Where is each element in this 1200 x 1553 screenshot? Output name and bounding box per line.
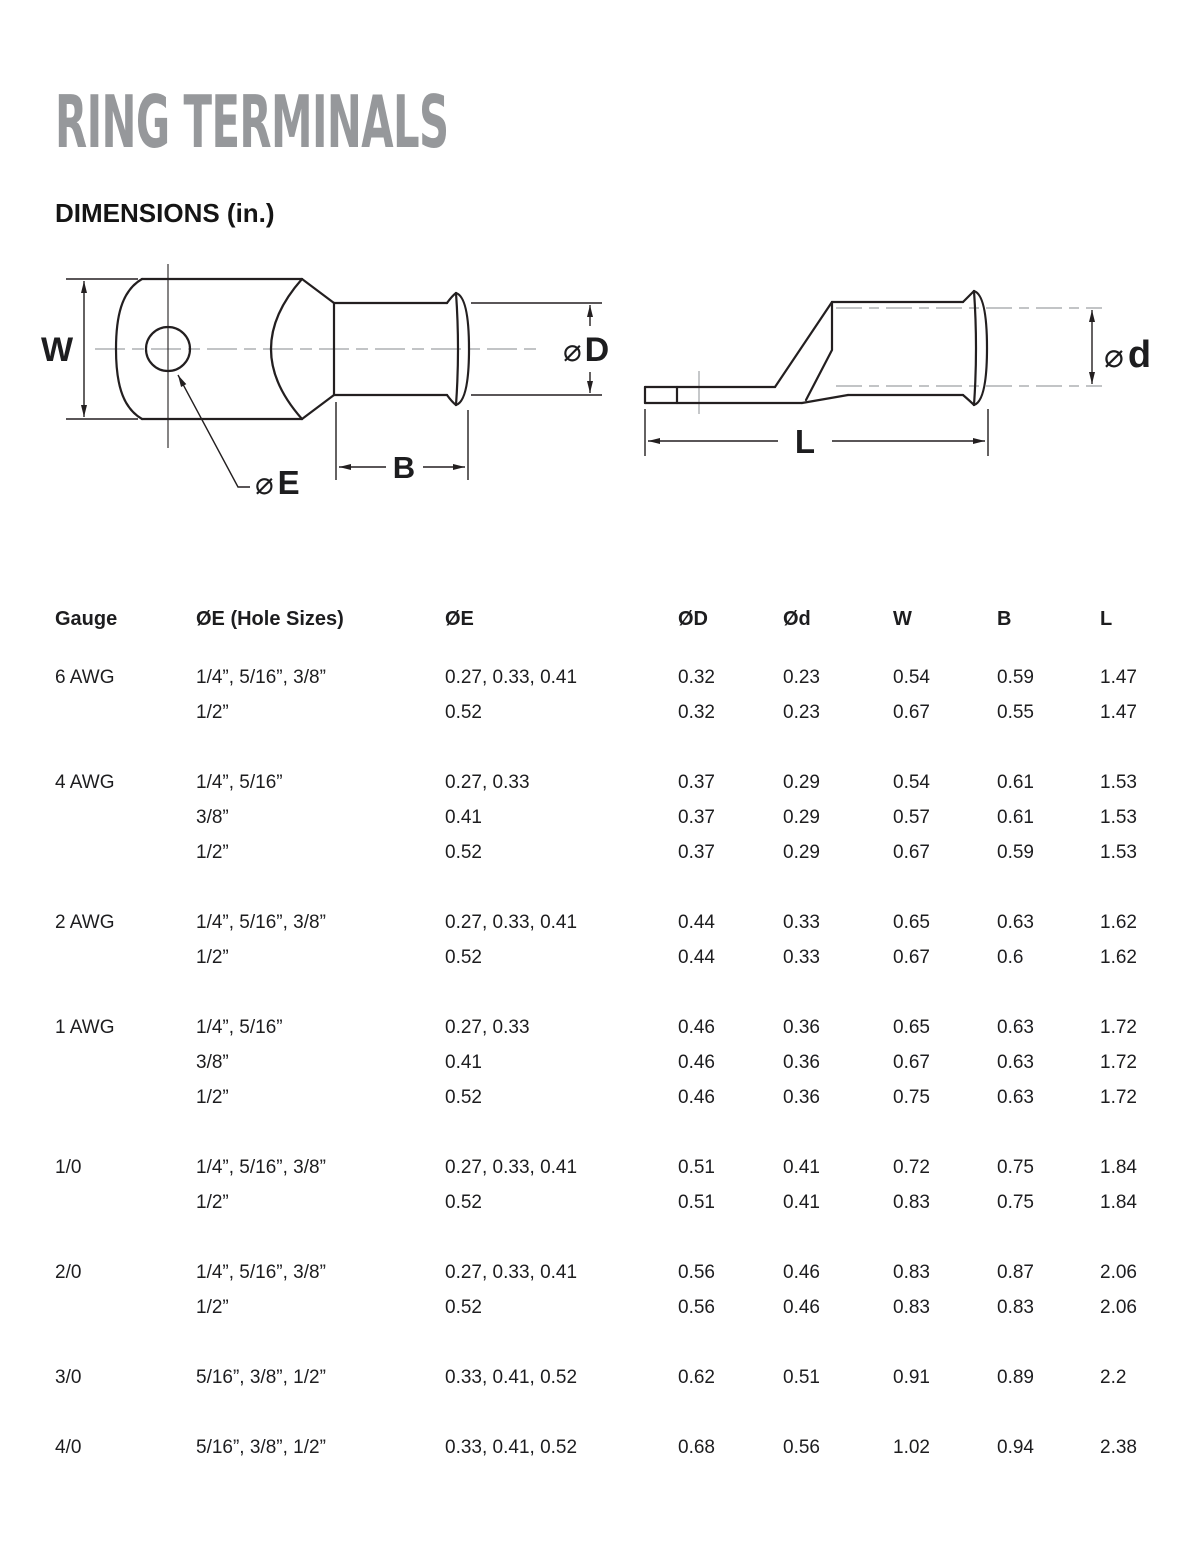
table-row — [55, 660, 1155, 695]
cell-od: 0.46 — [678, 1017, 715, 1038]
cell-l: 1.47 — [1100, 702, 1137, 723]
cell-b: 0.59 — [997, 842, 1034, 863]
cell-od-small: 0.23 — [783, 667, 820, 688]
cell-oe: 0.27, 0.33 — [445, 1017, 530, 1038]
cell-b: 0.61 — [997, 772, 1034, 793]
table-row — [55, 765, 1155, 800]
cell-gauge: 1/0 — [55, 1157, 82, 1178]
gauge-group — [55, 660, 1155, 730]
header-w: W — [893, 608, 912, 630]
table-row — [55, 1150, 1155, 1185]
header-od: ØD — [678, 608, 708, 630]
gauge-group — [55, 1255, 1155, 1325]
cell-gauge — [55, 1080, 196, 1115]
cell-w: 0.67 — [893, 702, 930, 723]
cell-od-small: 0.36 — [783, 1017, 820, 1038]
cell-od-small: 0.41 — [783, 1157, 820, 1178]
cell-od: 0.37 — [678, 772, 715, 793]
cell-gauge: 1 AWG — [55, 1017, 115, 1038]
cell-w: 0.54 — [893, 772, 930, 793]
w-label: W — [40, 331, 74, 369]
header-b: B — [997, 608, 1012, 630]
gauge-group — [55, 765, 1155, 870]
cell-w: 0.75 — [893, 1087, 930, 1108]
cell-oe: 0.33, 0.41, 0.52 — [445, 1437, 578, 1458]
cell-gauge — [55, 1185, 196, 1220]
diameter-symbol: ⌀ — [255, 466, 274, 502]
cell-b: 0.89 — [997, 1367, 1034, 1388]
cell-gauge — [55, 800, 196, 835]
cell-od: 0.68 — [678, 1437, 715, 1458]
cell-b: 0.63 — [997, 912, 1034, 933]
cell-od-small: 0.23 — [783, 702, 820, 723]
cell-l: 2.06 — [1100, 1262, 1137, 1283]
table-row — [55, 1045, 1155, 1080]
cell-od: 0.46 — [678, 1087, 715, 1108]
cell-w: 0.67 — [893, 1052, 930, 1073]
cell-od-small: 0.46 — [783, 1297, 820, 1318]
cell-od-small: 0.29 — [783, 842, 820, 863]
d-letter: D — [584, 331, 610, 369]
table-header-row — [55, 602, 1155, 636]
cell-hole-sizes: 3/8” — [196, 807, 229, 828]
cell-b: 0.75 — [997, 1192, 1034, 1213]
cell-b: 0.94 — [997, 1437, 1034, 1458]
e-letter: E — [277, 464, 300, 501]
cell-od: 0.46 — [678, 1052, 715, 1073]
top-view-diagram — [41, 264, 609, 502]
cell-od-small: 0.33 — [783, 912, 820, 933]
cell-oe: 0.52 — [445, 1297, 482, 1318]
table-row — [55, 1185, 1155, 1220]
cell-hole-sizes: 5/16”, 3/8”, 1/2” — [196, 1437, 326, 1458]
cell-od: 0.62 — [678, 1367, 715, 1388]
cell-gauge — [55, 940, 196, 975]
diameter-symbol: ⌀ — [1104, 336, 1124, 375]
cell-hole-sizes: 1/2” — [196, 1297, 229, 1318]
cell-w: 0.67 — [893, 842, 930, 863]
cell-hole-sizes: 3/8” — [196, 1052, 229, 1073]
cell-b: 0.55 — [997, 702, 1034, 723]
cell-hole-sizes: 5/16”, 3/8”, 1/2” — [196, 1367, 326, 1388]
b-label: B — [392, 450, 416, 485]
cell-hole-sizes: 1/4”, 5/16” — [196, 1017, 283, 1038]
cell-w: 0.65 — [893, 1017, 930, 1038]
cell-hole-sizes: 1/4”, 5/16”, 3/8” — [196, 1262, 326, 1283]
cell-hole-sizes: 1/4”, 5/16”, 3/8” — [196, 1157, 326, 1178]
cell-oe: 0.52 — [445, 842, 482, 863]
cell-od: 0.32 — [678, 702, 715, 723]
cell-gauge — [55, 695, 196, 730]
cell-od: 0.56 — [678, 1297, 715, 1318]
cell-b: 0.6 — [997, 947, 1024, 968]
terminal-side-outline — [645, 291, 987, 405]
cell-gauge: 3/0 — [55, 1367, 82, 1388]
cell-w: 0.54 — [893, 667, 930, 688]
cell-w: 0.91 — [893, 1367, 930, 1388]
cell-hole-sizes: 1/2” — [196, 702, 229, 723]
cell-od: 0.37 — [678, 842, 715, 863]
cell-oe: 0.33, 0.41, 0.52 — [445, 1367, 578, 1388]
cell-oe: 0.52 — [445, 702, 482, 723]
cell-l: 1.84 — [1100, 1192, 1137, 1213]
cell-hole-sizes: 1/2” — [196, 1192, 229, 1213]
cell-w: 0.72 — [893, 1157, 930, 1178]
cell-gauge: 6 AWG — [55, 667, 115, 688]
cell-gauge — [55, 1045, 196, 1080]
cell-od-small: 0.51 — [783, 1367, 820, 1388]
header-od-small: Ød — [783, 608, 811, 630]
cell-hole-sizes: 1/2” — [196, 1087, 229, 1108]
cell-od-small: 0.29 — [783, 807, 820, 828]
cell-gauge: 2/0 — [55, 1262, 82, 1283]
cell-l: 1.72 — [1100, 1052, 1137, 1073]
cell-hole-sizes: 1/4”, 5/16”, 3/8” — [196, 667, 326, 688]
table-row — [55, 1080, 1155, 1115]
cell-w: 0.83 — [893, 1297, 930, 1318]
table-row — [55, 835, 1155, 870]
header-hole-sizes: ØE (Hole Sizes) — [196, 608, 344, 630]
barrel-length-dimension — [336, 402, 468, 485]
cell-od: 0.37 — [678, 807, 715, 828]
cell-l: 1.62 — [1100, 912, 1137, 933]
cell-w: 1.02 — [893, 1437, 930, 1458]
hole-diameter-callout — [178, 375, 300, 502]
cell-od-small: 0.36 — [783, 1052, 820, 1073]
header-l: L — [1100, 608, 1113, 630]
cell-hole-sizes: 1/2” — [196, 842, 229, 863]
cell-oe: 0.27, 0.33, 0.41 — [445, 1157, 578, 1178]
cell-l: 2.38 — [1100, 1437, 1137, 1458]
table-row — [55, 1010, 1155, 1045]
cell-oe: 0.27, 0.33, 0.41 — [445, 912, 578, 933]
outer-diameter-label — [563, 331, 609, 369]
cell-l: 1.47 — [1100, 667, 1137, 688]
cell-w: 0.83 — [893, 1262, 930, 1283]
cell-b: 0.63 — [997, 1052, 1034, 1073]
l-label: L — [794, 423, 816, 460]
side-view-diagram — [645, 291, 1151, 460]
cell-l: 1.72 — [1100, 1017, 1137, 1038]
cell-gauge: 4 AWG — [55, 772, 115, 793]
diameter-symbol: ⌀ — [563, 333, 582, 369]
cell-l: 1.53 — [1100, 772, 1137, 793]
table-body — [55, 660, 1155, 1465]
cell-od-small: 0.41 — [783, 1192, 820, 1213]
cell-od-small: 0.29 — [783, 772, 820, 793]
cell-od: 0.44 — [678, 912, 715, 933]
cell-oe: 0.52 — [445, 947, 482, 968]
cell-b: 0.61 — [997, 807, 1034, 828]
table-row — [55, 1255, 1155, 1290]
cell-oe: 0.27, 0.33 — [445, 772, 530, 793]
page-title: RING TERMINALS — [55, 80, 449, 164]
cell-l: 1.53 — [1100, 807, 1137, 828]
cell-od-small: 0.46 — [783, 1262, 820, 1283]
cell-hole-sizes: 1/4”, 5/16” — [196, 772, 283, 793]
gauge-group — [55, 1360, 1155, 1395]
cell-b: 0.83 — [997, 1297, 1034, 1318]
cell-oe: 0.41 — [445, 807, 482, 828]
cell-oe: 0.27, 0.33, 0.41 — [445, 1262, 578, 1283]
cell-w: 0.67 — [893, 947, 930, 968]
cell-oe: 0.52 — [445, 1087, 482, 1108]
cell-hole-sizes: 1/4”, 5/16”, 3/8” — [196, 912, 326, 933]
header-oe: ØE — [445, 608, 474, 630]
cell-l: 1.84 — [1100, 1157, 1137, 1178]
cell-l: 2.06 — [1100, 1297, 1137, 1318]
cell-l: 1.72 — [1100, 1087, 1137, 1108]
gauge-group — [55, 1010, 1155, 1115]
dimensions-table — [55, 602, 1155, 1500]
cell-b: 0.75 — [997, 1157, 1034, 1178]
cell-od: 0.44 — [678, 947, 715, 968]
cell-b: 0.63 — [997, 1087, 1034, 1108]
gauge-group — [55, 1150, 1155, 1220]
cell-l: 1.62 — [1100, 947, 1137, 968]
table-row — [55, 800, 1155, 835]
inner-diameter-dimension — [1092, 310, 1151, 384]
table-row — [55, 695, 1155, 730]
cell-hole-sizes: 1/2” — [196, 947, 229, 968]
cell-l: 2.2 — [1100, 1367, 1127, 1388]
cell-w: 0.57 — [893, 807, 930, 828]
cell-oe: 0.41 — [445, 1052, 482, 1073]
cell-l: 1.53 — [1100, 842, 1137, 863]
section-heading: DIMENSIONS (in.) — [55, 198, 275, 228]
cell-b: 0.59 — [997, 667, 1034, 688]
table-row — [55, 1360, 1155, 1395]
cell-od-small: 0.36 — [783, 1087, 820, 1108]
cell-od: 0.32 — [678, 667, 715, 688]
overall-length-dimension — [645, 409, 988, 460]
cell-od: 0.51 — [678, 1192, 715, 1213]
gauge-group — [55, 1430, 1155, 1465]
cell-oe: 0.27, 0.33, 0.41 — [445, 667, 578, 688]
inner-diameter-label — [1104, 334, 1151, 376]
table-row — [55, 1290, 1155, 1325]
cell-b: 0.63 — [997, 1017, 1034, 1038]
gauge-group — [55, 905, 1155, 975]
cell-w: 0.83 — [893, 1192, 930, 1213]
header-gauge: Gauge — [55, 608, 118, 630]
cell-oe: 0.52 — [445, 1192, 482, 1213]
table-row — [55, 905, 1155, 940]
cell-od-small: 0.56 — [783, 1437, 820, 1458]
cell-gauge — [55, 1290, 196, 1325]
table-row — [55, 940, 1155, 975]
terminal-drawings — [0, 0, 1200, 553]
cell-od: 0.51 — [678, 1157, 715, 1178]
cell-od-small: 0.33 — [783, 947, 820, 968]
cell-od: 0.56 — [678, 1262, 715, 1283]
cell-gauge: 2 AWG — [55, 912, 115, 933]
cell-b: 0.87 — [997, 1262, 1034, 1283]
cell-gauge — [55, 835, 196, 870]
d-small-letter: d — [1127, 334, 1152, 376]
cell-gauge: 4/0 — [55, 1437, 82, 1458]
table-row — [55, 1430, 1155, 1465]
hole-diameter-label — [255, 464, 300, 502]
cell-w: 0.65 — [893, 912, 930, 933]
